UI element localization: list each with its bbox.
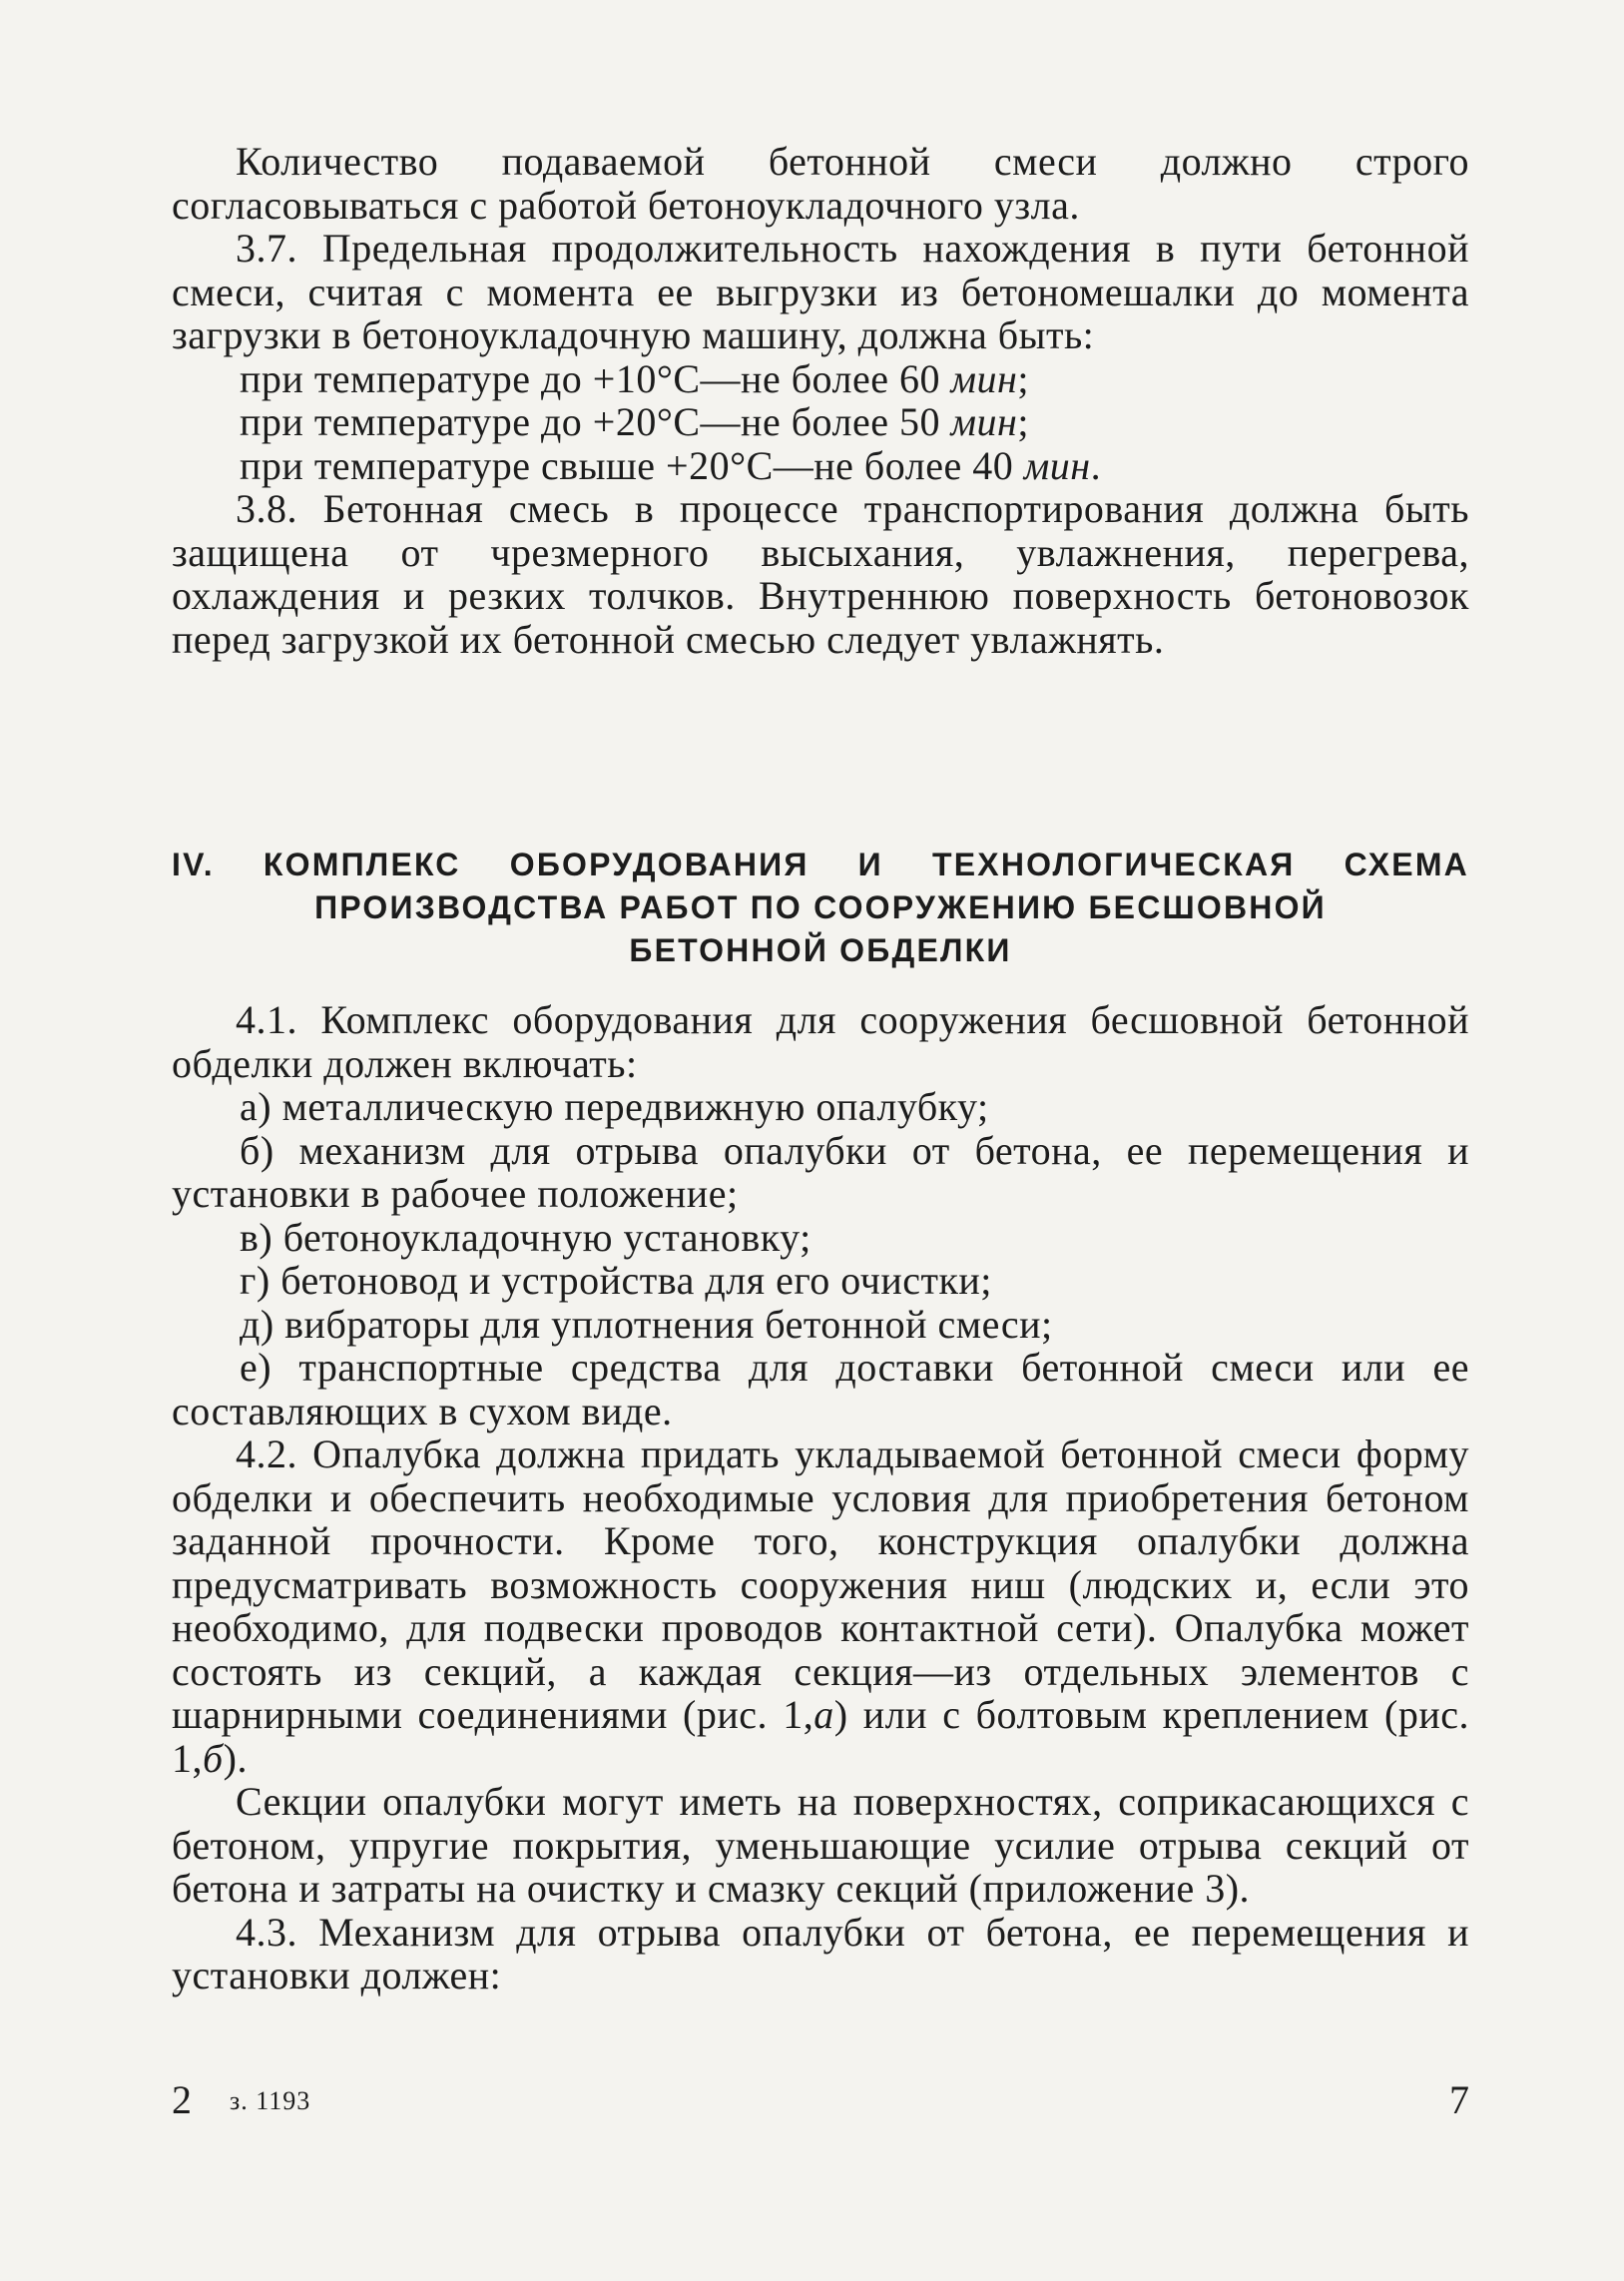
temperature-unit: мин: [950, 399, 1018, 444]
paragraph-4-1: 4.1. Комплекс оборудования для сооружения бесшовной бетонной обделки должен включать:: [172, 997, 1469, 1086]
section-heading-line: БЕТОННОЙ ОБДЕЛКИ: [629, 932, 1012, 968]
paragraph-3-8: 3.8. Бетонная смесь в процессе транспортирования должна быть защищена от чрезмерного высыхания, увлажнения, перегрева, охлаждения и резких толчков. Внутреннюю поверхность бетоновозок перед загрузкой их бетонной смесью следует увлажнять.: [172, 486, 1469, 662]
order-number: з. 1193: [230, 2086, 311, 2115]
temperature-line: [172, 357, 1469, 401]
section-heading: [172, 844, 1469, 972]
paragraph-3-7: 3.7. Предельная продолжительность нахождения в пути бетонной смеси, считая с момента ее выгрузки из бетономешалки до момента загрузки в бетоноукладочную машину, должна быть:: [172, 226, 1469, 357]
signature-number: 2: [172, 2077, 192, 2122]
paragraph-4-2-text: 4.2. Опалубка должна придать укладываемой бетонной смеси форму обделки и обеспечить необходимые условия для приобретения бетоном заданной прочности. Кроме того, конструкция опалубки должна предусматривать возможность сооружения ниш (людских и, если это необходимо, для подвески проводов контактной сети). Опалубка может состоять из секций, а каждая секция—из отдельных элементов с шарнирными соединениями (рис. 1,: [172, 1431, 1469, 1737]
paragraph-sections: Секции опалубки могут иметь на поверхностях, соприкасающихся с бетоном, упругие покрытия, уменьшающие усилие отрыва секций от бетона и затраты на очистку и смазку секций (приложение 3).: [172, 1779, 1469, 1911]
paragraph-4-3: 4.3. Механизм для отрыва опалубки от бетона, ее перемещения и установки должен:: [172, 1909, 1469, 1997]
temperature-line: [172, 444, 1469, 488]
figure-ref-b: б: [203, 1735, 224, 1781]
text-block-top: [172, 140, 1469, 661]
paragraph-4-2: [172, 1432, 1469, 1780]
text-block-bottom: [172, 998, 1469, 1997]
list-item: б) механизм для отрыва опалубки от бетона, ее перемещения и установки в рабочее положение;: [172, 1127, 1469, 1216]
section-heading-line: ПРОИЗВОДСТВА РАБОТ ПО СООРУЖЕНИЮ БЕСШОВНОЙ: [314, 889, 1327, 925]
paragraph-4-2-text: ).: [223, 1735, 248, 1781]
temperature-text: при температуре свыше +20°С—не более 40: [240, 442, 1024, 488]
list-item: д) вибраторы для уплотнения бетонной смеси;: [240, 1301, 1053, 1347]
list-item: е) транспортные средства для доставки бетонной смеси или ее составляющих в сухом виде.: [172, 1345, 1469, 1433]
paragraph-intro: Количество подаваемой бетонной смеси должно строго согласовываться с работой бетоноукладочного узла.: [172, 139, 1469, 228]
temperature-unit: мин: [1023, 442, 1091, 488]
list-item: г) бетоновод и устройства для его очистки;: [240, 1258, 992, 1303]
paragraph-4-2-text: ) или с болтовым креплением (рис. 1,: [172, 1692, 1469, 1781]
temperature-line: [172, 400, 1469, 444]
temperature-text: при температуре до +10°С—не более 60: [240, 355, 951, 401]
temperature-unit: мин: [950, 355, 1018, 401]
page-number: 7: [1449, 2077, 1469, 2122]
temperature-end: ;: [1017, 355, 1029, 401]
temperature-text: при температуре до +20°С—не более 50: [240, 399, 951, 444]
list-item: а) металлическую передвижную опалубку;: [240, 1084, 989, 1129]
temperature-end: .: [1090, 442, 1102, 488]
section-heading-line: IV. КОМПЛЕКС ОБОРУДОВАНИЯ И ТЕХНОЛОГИЧЕСКАЯ СХЕМА: [172, 847, 1469, 882]
temperature-end: ;: [1017, 399, 1029, 444]
list-item: в) бетоноукладочную установку;: [240, 1214, 812, 1260]
figure-ref-a: а: [813, 1692, 834, 1737]
page-footer: [172, 2076, 1469, 2126]
